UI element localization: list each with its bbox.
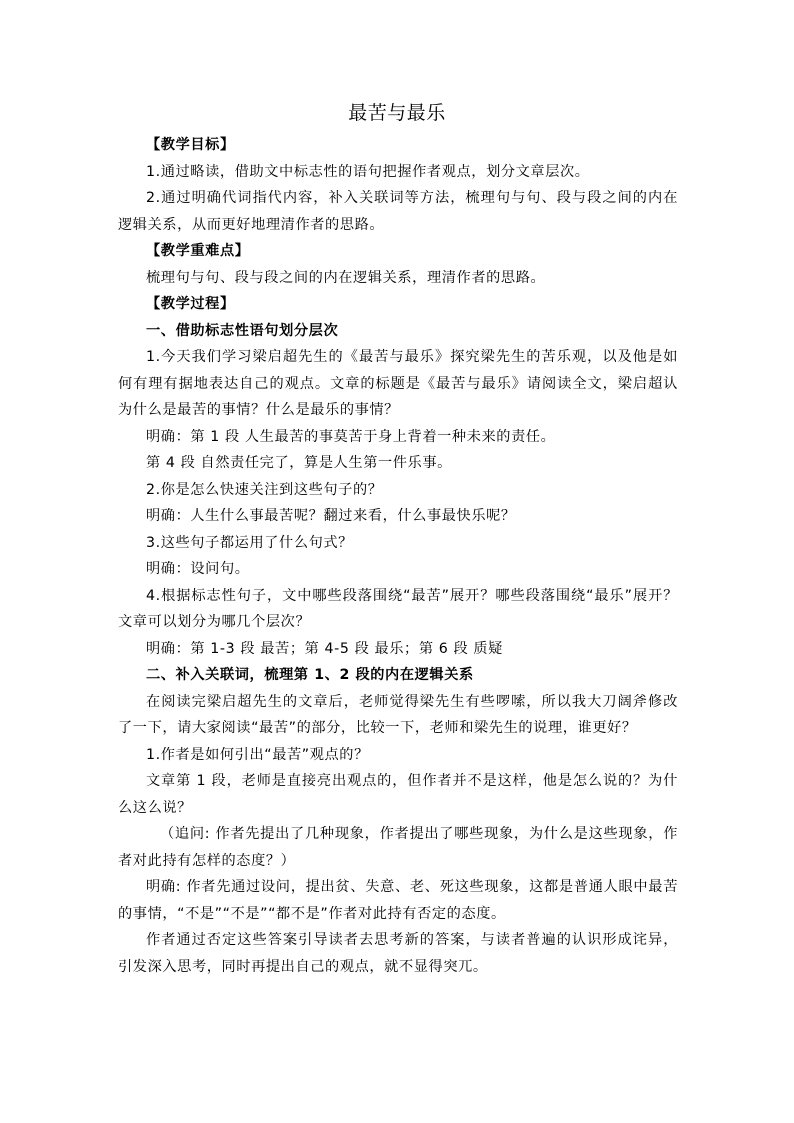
document-title: 最苦与最乐 bbox=[348, 102, 446, 124]
paragraph: 明确：第 1-3 段 最苦；第 4-5 段 最乐；第 6 段 质疑 bbox=[146, 640, 503, 657]
section-heading-key-points: 【教学重难点】 bbox=[146, 243, 250, 259]
paragraph: 第 4 段 自然责任完了，算是人生第一件乐事。 bbox=[146, 455, 452, 471]
section-heading-objectives: 【教学目标】 bbox=[146, 137, 235, 153]
paragraph: 明确：人生什么事最苦呢？翻过来看，什么事最快乐呢？ bbox=[146, 508, 516, 524]
subsection-heading-2: 二、补入关联词，梳理第 1、2 段的内在逻辑关系 bbox=[146, 667, 474, 683]
paragraph: 梳理句与句、段与段之间的内在逻辑关系，理清作者的思路。 bbox=[146, 269, 546, 286]
paragraph: 3.这些句子都运用了什么句式？ bbox=[146, 534, 353, 551]
subsection-heading-1: 一、借助标志性语句划分层次 bbox=[146, 322, 339, 339]
paragraph: 2.通过明确代词指代内容，补入关联词等方法，梳理句与句、段与段之间的内在逻辑关系，从而更好地理清作者的思路。 bbox=[118, 190, 678, 233]
paragraph: 明确: 作者先通过设问，提出贫、失意、老、死这些现象，这都是普通人眼中最苦的事情，“不是”“不是”“都不是”作者对此持有否定的态度。 bbox=[118, 879, 678, 922]
paragraph: 作者通过否定这些答案引导读者去思考新的答案，与读者普遍的认识形成诧异，引发深入思考，同时再提出自己的观点，就不显得突兀。 bbox=[118, 932, 678, 975]
paragraph: 文章第 1 段，老师是直接亮出观点的，但作者并不是这样，他是怎么说的？为什么这么说？ bbox=[118, 773, 678, 816]
paragraph: 明确：设问句。 bbox=[146, 561, 250, 577]
paragraph: 在阅读完梁启超先生的文章后，老师觉得梁先生有些啰嗦，所以我大刀阔斧修改了一下，请大家阅读“最苦”的部分，比较一下，老师和梁先生的说理，谁更好？ bbox=[118, 693, 678, 736]
paragraph: 2.你是怎么快速关注到这些句子的？ bbox=[146, 481, 383, 498]
paragraph: 明确：第 1 段 人生最苦的事莫苦于身上背着一种未来的责任。 bbox=[146, 428, 556, 445]
paragraph: 4.根据标志性句子，文中哪些段落围绕“最苦”展开？哪些段落围绕“最乐”展开？文章可以划分为哪几个层次？ bbox=[118, 587, 678, 630]
paragraph: 1.今天我们学习梁启超先生的《最苦与最乐》探究梁先生的苦乐观，以及他是如何有理有据地表达自己的观点。文章的标题是《最苦与最乐》请阅读全文，梁启超认为什么是最苦的事情？什么是最乐的事情？ bbox=[118, 349, 678, 418]
document-body bbox=[118, 132, 678, 980]
paragraph: 1.通过略读，借助文中标志性的语句把握作者观点，划分文章层次。 bbox=[146, 163, 590, 180]
paragraph-follow-up-question: （追问: 作者先提出了几种现象，作者提出了哪些现象，为什么是这些现象，作者对此持有怎样的态度？） bbox=[118, 826, 678, 869]
paragraph: 1.作者是如何引出“最苦”观点的？ bbox=[146, 746, 369, 763]
section-heading-process: 【教学过程】 bbox=[146, 296, 235, 312]
